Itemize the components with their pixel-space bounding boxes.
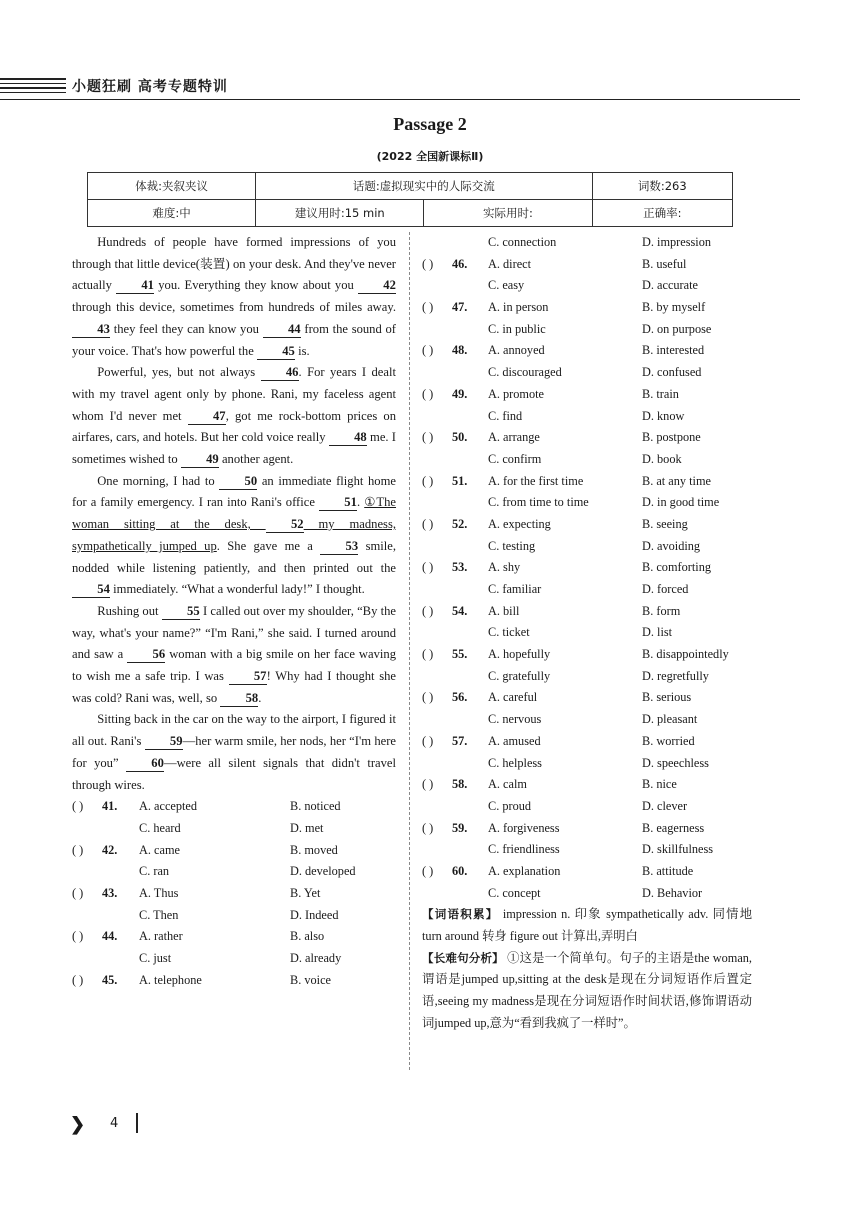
question-options-row [422, 839, 752, 861]
passage-text-run: through this device, sometimes from hundreds of miles away. [72, 300, 396, 315]
passage-text-run: they feel they can know you [110, 321, 263, 336]
question-58 [422, 774, 752, 796]
option-d: D. accurate [642, 278, 698, 293]
option-d: D. forced [642, 582, 689, 596]
option-b: B. train [642, 386, 679, 401]
answer-paren[interactable]: ( ) [422, 603, 434, 618]
suggested-time-cell: 建议用时:15 min [256, 200, 424, 227]
option-d: D. Behavior [642, 885, 703, 900]
question-options-row [422, 492, 752, 514]
answer-paren[interactable]: ( ) [422, 386, 434, 401]
question-46 [422, 254, 752, 276]
topic-cell: 话题:虚拟现实中的人际交流 [256, 173, 592, 200]
question-options-row [422, 406, 752, 428]
analysis-note [422, 948, 752, 1035]
option-d: D. met [290, 820, 324, 835]
option-a: A. explanation [488, 863, 561, 878]
question-options-row [72, 861, 396, 883]
question-options-row [422, 362, 752, 384]
question-51 [422, 471, 752, 493]
passage-text-run: . [258, 690, 262, 705]
question-number: 48. [452, 343, 468, 358]
vocab-note [422, 904, 752, 947]
option-b: B. also [290, 929, 325, 944]
question-options-row [422, 753, 752, 775]
option-a: A. calm [488, 777, 527, 792]
option-a: A. careful [488, 690, 538, 705]
passage-text-run: Powerful, yes, but not always [97, 365, 261, 380]
option-c: C. in public [488, 321, 546, 336]
question-number: 57. [452, 733, 468, 748]
header-title: 小题狂刷 高考专题特训 [72, 79, 228, 95]
vocab-text: impression n. 印象 sympathetically adv. 同情地 turn around 转身 figure out 计算出,弄明白 [422, 907, 752, 944]
option-d: D. pleasant [642, 712, 698, 727]
question-48 [422, 340, 752, 362]
underlined-sentence: ①The woman sitting at the desk, [72, 495, 397, 532]
header-rule-lines [0, 78, 66, 96]
option-a: A. direct [488, 256, 532, 271]
question-53 [422, 557, 752, 579]
option-b: B. voice [290, 972, 331, 987]
blank-42: 42 [358, 277, 396, 294]
option-a: A. came [139, 842, 180, 857]
question-options-row [422, 449, 752, 471]
question-number: 52. [452, 516, 468, 531]
option-a: A. shy [488, 560, 521, 575]
option-a: A. amused [488, 733, 541, 748]
option-c: C. confirm [488, 451, 542, 466]
option-a: A. for the first time [488, 473, 584, 488]
passage-text-run: another agent. [218, 452, 294, 467]
question-number: 41. [102, 799, 118, 814]
genre-cell: 体裁:夹叙夹议 [88, 173, 256, 200]
question-number: 53. [452, 560, 468, 575]
option-c: C. helpless [488, 755, 542, 770]
passage-text-run: Rushing out [97, 603, 162, 618]
answer-paren[interactable]: ( ) [422, 256, 434, 271]
passage-text-run: an immediate flight home for a family emergency. I ran into Rani's office [72, 473, 396, 510]
question-options-row [422, 796, 752, 818]
passage-text-run: smile, nodded while listening patiently, and then printed out the [72, 538, 396, 575]
question-options-row [422, 579, 752, 601]
column-divider [409, 232, 410, 1070]
option-d: D. book [642, 451, 682, 466]
right-column [422, 232, 752, 1035]
option-d: D. speechless [642, 755, 709, 770]
passage-text-run: I called out over my shoulder, “By the way, what's your name?” “I'm Rani,” she said. I turned around and saw a [72, 603, 396, 662]
question-56 [422, 687, 752, 709]
option-b: B. comforting [642, 560, 711, 575]
blank-52: 52 [266, 516, 304, 533]
passage-text-run: . She gave me a [216, 538, 321, 553]
option-a: A. annoyed [488, 343, 545, 358]
option-c: C. from time to time [488, 495, 589, 510]
question-45-continued [422, 232, 752, 254]
analysis-tag: 【长难句分析】 [422, 950, 504, 965]
question-options-row [72, 948, 396, 970]
option-b: B. Yet [290, 886, 321, 901]
option-d: D. know [642, 408, 685, 423]
blank-56: 56 [127, 646, 165, 663]
question-number: 50. [452, 430, 468, 445]
answer-paren[interactable]: ( ) [72, 929, 84, 944]
blank-51: 51 [319, 494, 357, 511]
passage-text-run: Sitting back in the car on the way to the airport, I figured it all out. Rani's [72, 712, 396, 749]
answer-paren[interactable]: ( ) [72, 972, 84, 987]
page-number: 4 [110, 1116, 119, 1131]
option-d: D. developed [290, 864, 356, 879]
chevron-right-icon: ❯ [70, 1114, 86, 1134]
question-options-row [422, 666, 752, 688]
option-b: B. form [642, 603, 681, 618]
option-b: B. moved [290, 842, 338, 857]
question-options-row [72, 818, 396, 840]
answer-paren[interactable]: ( ) [422, 820, 434, 835]
header-underline [0, 99, 800, 100]
vocab-tag: 【词语积累】 [422, 907, 499, 922]
question-options-row [72, 905, 396, 927]
option-c: C. proud [488, 798, 532, 813]
paragraph [72, 362, 396, 471]
paragraph [72, 232, 396, 362]
option-b: B. noticed [290, 799, 341, 814]
question-52 [422, 514, 752, 536]
question-47 [422, 297, 752, 319]
option-d: D. already [290, 951, 342, 966]
answer-paren[interactable]: ( ) [72, 842, 84, 857]
option-b: B. disappointedly [642, 647, 729, 662]
blank-57: 57 [229, 668, 267, 685]
running-header [0, 70, 860, 102]
question-options-row [422, 319, 752, 341]
question-49 [422, 384, 752, 406]
blank-49: 49 [181, 451, 219, 468]
blank-50: 50 [219, 473, 257, 490]
option-a: A. hopefully [488, 647, 551, 662]
option-b: B. useful [642, 256, 687, 271]
blank-44: 44 [263, 321, 301, 338]
question-number: 58. [452, 777, 468, 792]
answer-paren[interactable]: ( ) [422, 690, 434, 705]
option-b: B. serious [642, 690, 692, 705]
option-d: D. impression [642, 235, 711, 249]
option-c: C. just [139, 951, 172, 966]
option-a: A. Thus [139, 886, 179, 901]
questions-left [72, 796, 396, 991]
blank-47: 47 [188, 408, 226, 425]
answer-paren[interactable]: ( ) [422, 647, 434, 662]
option-b: B. by myself [642, 300, 706, 315]
question-42 [72, 840, 396, 862]
option-c: C. ran [139, 864, 170, 879]
blank-54: 54 [72, 581, 110, 598]
blank-58: 58 [220, 690, 258, 707]
option-a: A. promote [488, 386, 545, 401]
question-54 [422, 601, 752, 623]
question-57 [422, 731, 752, 753]
question-number: 51. [452, 473, 468, 488]
analysis-text: ①这是一个简单句。句子的主语是the woman,谓语是jumped up,sitting at the desk是现在分词短语作后置定语,seeing my madness是现在分词短语作时间状语,修饰谓语动词jumped up,意为“看到我疯了一样时”。 [422, 950, 752, 1030]
option-d: D. clever [642, 798, 688, 813]
question-45 [72, 970, 396, 992]
passage-text-run: . [357, 495, 365, 510]
option-c: C. testing [488, 538, 536, 553]
option-c: C. find [488, 408, 523, 423]
option-b: B. at any time [642, 473, 711, 488]
answer-paren[interactable]: ( ) [72, 886, 84, 901]
option-d: D. regretfully [642, 668, 709, 683]
question-options-row [422, 709, 752, 731]
accuracy-cell: 正确率: [592, 200, 732, 227]
option-a: A. bill [488, 603, 520, 618]
option-d: D. skillfulness [642, 842, 714, 857]
option-b: B. attitude [642, 863, 694, 878]
question-55 [422, 644, 752, 666]
option-a: A. accepted [139, 799, 198, 814]
blank-55: 55 [162, 603, 200, 620]
blank-60: 60 [126, 755, 164, 772]
passage-text-run: —were all silent signals that didn't travel through wires. [72, 755, 396, 792]
question-number: 42. [102, 842, 118, 857]
passage-text-run: —her warm smile, her nods, her “I'm here for you” [72, 734, 396, 770]
option-d: D. on purpose [642, 321, 712, 336]
passage-text-run: One morning, I had to [97, 473, 220, 488]
passage-title: Passage 2 [393, 114, 467, 134]
option-b: B. nice [642, 777, 677, 792]
underlined-sentence: my madness, sympathetically jumped up [72, 517, 396, 553]
question-options-row [422, 536, 752, 558]
passage-text-run: is. [294, 343, 310, 358]
question-number: 44. [102, 929, 118, 944]
answer-paren[interactable]: ( ) [422, 343, 434, 358]
option-d: D. list [642, 625, 673, 640]
question-50 [422, 427, 752, 449]
option-a: A. arrange [488, 430, 540, 445]
info-table [87, 172, 733, 227]
passage-text-run: ! Why had I thought she was cold? Rani was, well, so [72, 669, 396, 705]
passage-text-run: . For years I dealt with my travel agent only by phone. Rani, my faceless agent whom I'd never met [72, 365, 396, 423]
passage-text [72, 232, 396, 796]
passage-text-run: woman with a big smile on her face waving to wish me a safe trip. I was [72, 647, 396, 684]
question-number: 49. [452, 386, 468, 401]
option-c: C. heard [139, 820, 181, 835]
answer-paren[interactable]: ( ) [422, 516, 434, 531]
option-c: C. discouraged [488, 365, 562, 380]
question-options-row [422, 883, 752, 905]
question-number: 43. [102, 886, 118, 901]
blank-41: 41 [116, 277, 154, 294]
option-a: A. rather [139, 929, 183, 944]
option-d: D. confused [642, 365, 702, 380]
option-c: C. ticket [488, 625, 530, 640]
option-b: B. seeing [642, 516, 688, 531]
question-60 [422, 861, 752, 883]
answer-paren[interactable]: ( ) [422, 430, 434, 445]
question-number: 45. [102, 972, 118, 987]
option-b: B. worried [642, 733, 695, 748]
question-number: 59. [452, 820, 468, 835]
option-c: C. concept [488, 885, 541, 900]
paragraph [72, 471, 396, 601]
question-43 [72, 883, 396, 905]
question-options-row [422, 275, 752, 297]
passage-text-run: , got me rock-bottom prices on airfares, cars, and hotels. But her cold voice really [72, 408, 396, 445]
option-c: C. gratefully [488, 668, 551, 683]
blank-43: 43 [72, 321, 110, 338]
option-c: C. connection [488, 235, 557, 249]
option-c: C. familiar [488, 582, 542, 596]
option-a: A. expecting [488, 516, 551, 531]
answer-paren[interactable]: ( ) [72, 799, 84, 814]
question-options-row [422, 622, 752, 644]
footer-bar [136, 1113, 138, 1133]
question-number: 60. [452, 863, 468, 878]
passage-text-run: you. Everything they know about you [154, 278, 358, 293]
option-a: A. in person [488, 300, 549, 315]
option-c: C. Then [139, 907, 179, 922]
option-c: C. nervous [488, 712, 542, 727]
questions-right [422, 254, 752, 905]
blank-48: 48 [329, 429, 367, 446]
option-b: B. eagerness [642, 820, 705, 835]
passage-text-run: Hundreds of people have formed impressions of you through that little device(装置) on your desk. And they've never actually [72, 235, 396, 293]
blank-59: 59 [145, 733, 183, 750]
answer-paren[interactable]: ( ) [422, 300, 434, 315]
left-column [72, 232, 396, 991]
answer-paren[interactable]: ( ) [422, 777, 434, 792]
passage-text-run: from the sound of your voice. That's how powerful the [72, 321, 396, 358]
passage-source: (2022 全国新课标Ⅱ) [376, 150, 484, 163]
question-number: 47. [452, 300, 468, 315]
option-b: B. postpone [642, 430, 701, 445]
actual-time-cell: 实际用时: [424, 200, 592, 227]
blank-53: 53 [320, 538, 358, 555]
option-c: C. friendliness [488, 842, 560, 857]
passage-text-run: me. I sometimes wished to [72, 430, 396, 467]
option-d: D. Indeed [290, 907, 339, 922]
question-number: 55. [452, 647, 468, 662]
question-59 [422, 818, 752, 840]
question-number: 56. [452, 690, 468, 705]
option-a: A. telephone [139, 972, 202, 987]
question-number: 54. [452, 603, 468, 618]
question-number: 46. [452, 256, 468, 271]
option-a: A. forgiveness [488, 820, 560, 835]
answer-paren[interactable]: ( ) [422, 473, 434, 488]
blank-45: 45 [257, 343, 295, 360]
question-44 [72, 926, 396, 948]
option-c: C. easy [488, 278, 525, 293]
option-d: D. in good time [642, 495, 720, 510]
answer-paren[interactable]: ( ) [422, 560, 434, 575]
option-d: D. avoiding [642, 538, 701, 553]
word-count-cell: 词数:263 [592, 173, 732, 200]
option-b: B. interested [642, 343, 705, 358]
paragraph [72, 601, 396, 710]
answer-paren[interactable]: ( ) [422, 733, 434, 748]
paragraph [72, 709, 396, 796]
passage-text-run: immediately. “What a wonderful lady!” I thought. [110, 582, 365, 597]
answer-paren[interactable]: ( ) [422, 863, 434, 878]
question-41 [72, 796, 396, 818]
difficulty-cell: 难度:中 [88, 200, 256, 227]
blank-46: 46 [261, 364, 299, 381]
